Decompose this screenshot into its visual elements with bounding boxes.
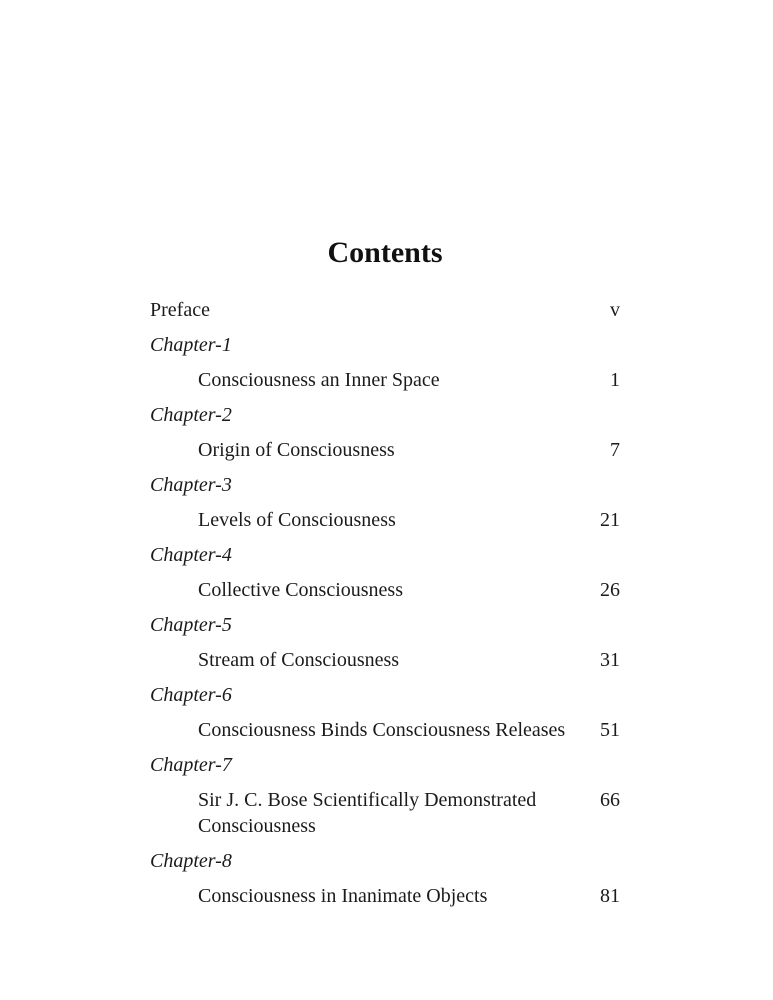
- toc-entry-label: [198, 787, 570, 839]
- toc-entry-label-line1: Consciousness Binds Consciousness Releases: [198, 719, 566, 741]
- toc-page-number: 31: [600, 649, 620, 671]
- toc-entry-label: [198, 367, 570, 393]
- toc-entry-label: [198, 717, 570, 743]
- toc-entry-label: [198, 883, 570, 909]
- toc-page-number: 1: [610, 369, 620, 391]
- toc-entry-label-line1: Sir J. C. Bose Scientifically Demonstrated: [198, 789, 537, 811]
- toc-entry-label-line1: Levels of Consciousness: [198, 509, 396, 531]
- toc-entry-row: [150, 647, 620, 673]
- toc-chapter-row: [150, 752, 620, 778]
- toc-page-number: 7: [610, 439, 620, 461]
- toc-entry-row: [150, 577, 620, 603]
- contents-block: [150, 236, 620, 918]
- toc-page-number: 26: [600, 579, 620, 601]
- toc-entry-row: [150, 717, 620, 743]
- toc-chapter-row: [150, 402, 620, 428]
- toc-entry-label-line1: Consciousness an Inner Space: [198, 369, 440, 391]
- page-title: Contents: [327, 236, 443, 269]
- toc-chapter-label: Chapter-1: [150, 334, 232, 356]
- toc-chapter-row: [150, 542, 620, 568]
- toc-page-number: 21: [600, 509, 620, 531]
- toc-entry-row: [150, 787, 620, 839]
- toc-entry-row: [150, 297, 620, 323]
- toc-entry-row: [150, 367, 620, 393]
- toc-entry-label-line1: Stream of Consciousness: [198, 649, 400, 671]
- toc-entry-label-line1: Consciousness in Inanimate Objects: [198, 885, 488, 907]
- toc-chapter-row: [150, 848, 620, 874]
- toc-entry-label-line2: Consciousness: [198, 815, 316, 837]
- toc-chapter-label: Chapter-8: [150, 850, 232, 872]
- toc-page-number: v: [610, 299, 620, 321]
- toc-chapter-label: Chapter-7: [150, 754, 232, 776]
- toc-chapter-row: [150, 682, 620, 708]
- toc-chapter-row: [150, 472, 620, 498]
- toc-entry-label: [198, 647, 570, 673]
- toc-entry-row: [150, 437, 620, 463]
- toc-entry-label-line1: Origin of Consciousness: [198, 439, 395, 461]
- toc-entry-label: [150, 297, 570, 323]
- toc-chapter-label: Chapter-6: [150, 684, 232, 706]
- toc-entry-label: [198, 437, 570, 463]
- toc-list: [150, 297, 620, 909]
- toc-entry-label: [198, 577, 570, 603]
- toc-chapter-label: Chapter-4: [150, 544, 232, 566]
- toc-chapter-row: [150, 612, 620, 638]
- toc-page-number: 81: [600, 885, 620, 907]
- toc-chapter-label: Chapter-2: [150, 404, 232, 426]
- toc-page-number: 66: [600, 789, 620, 811]
- toc-entry-label-line1: Preface: [150, 299, 210, 321]
- toc-entry-row: [150, 507, 620, 533]
- toc-entry-label-line1: Collective Consciousness: [198, 579, 403, 601]
- toc-chapter-label: Chapter-5: [150, 614, 232, 636]
- toc-entry-row: [150, 883, 620, 909]
- toc-page-number: 51: [600, 719, 620, 741]
- toc-entry-label: [198, 507, 570, 533]
- toc-chapter-row: [150, 332, 620, 358]
- toc-chapter-label: Chapter-3: [150, 474, 232, 496]
